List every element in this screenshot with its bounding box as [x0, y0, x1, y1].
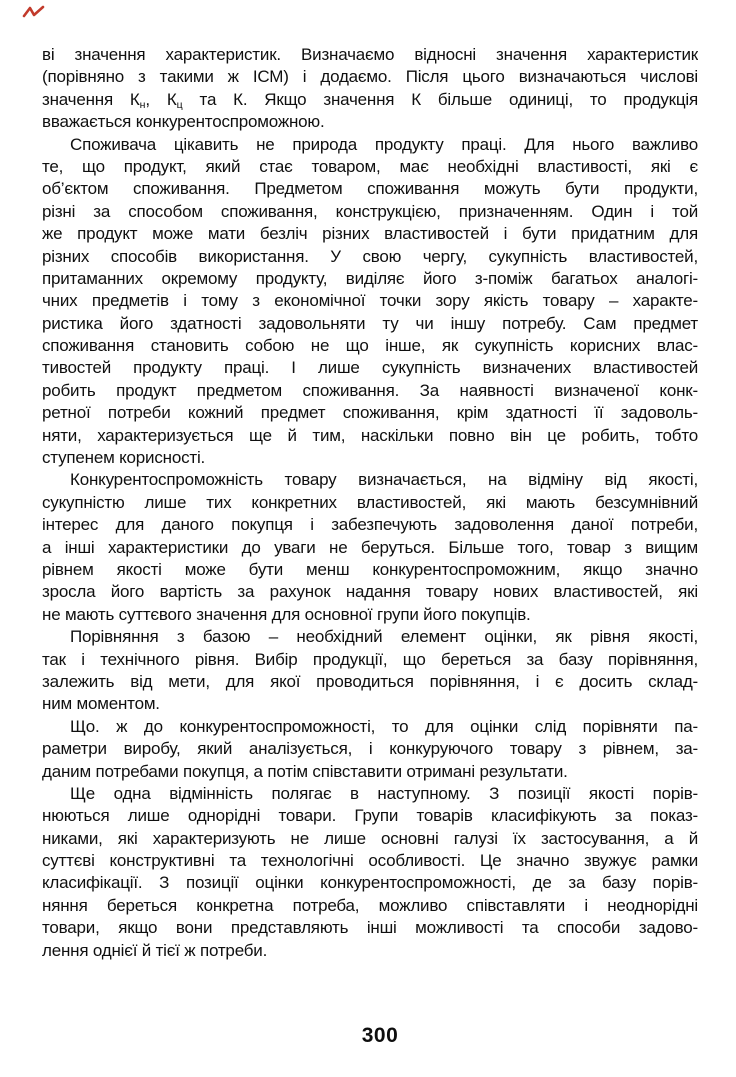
text-line: різних способів використання. У свою чергу, сукупність властивостей, [42, 246, 698, 266]
text-line: Конкурентоспроможність товару визначається, на відміну від якості, [70, 470, 698, 490]
text-line: об’єктом споживання. Предметом споживання можуть бути продукти, [42, 179, 698, 199]
text-line: чних предметів і тому з економічної точки зору якість товару – характе- [42, 291, 698, 311]
text-line: сукупністю лише тих конкретних властивостей, які мають безсумнівний [42, 492, 698, 512]
text-line: никами, які характеризують не лише основні галузі їх застосування, а й [42, 828, 698, 848]
text-line: Що. ж до конкурентоспроможності, то для оцінки слід порівняти па- [70, 716, 698, 736]
text-line: так і технічного рівня. Вибір продукції, що береться за базу порівняння, [42, 649, 698, 669]
text-line: ступенем корисності. [42, 448, 206, 468]
text-line: же продукт може мати безліч різних властивостей і бути придатним для [42, 224, 698, 244]
text-line: ретної потреби кожний предмет споживання, крім здатності її задоволь- [42, 403, 698, 423]
text-line: вважається конкурентоспроможною. [42, 112, 325, 132]
text-line: даним потребами покупця, а потім співставити отримані результати. [42, 761, 568, 781]
red-pen-mark-icon [22, 4, 48, 22]
text-line: лення однієї й тієї ж потреби. [42, 940, 268, 960]
text-line: няти, характеризується ще й тим, наскільки повно він це робить, тобто [42, 425, 698, 445]
paragraph [42, 134, 698, 470]
text-line: споживання становить собою не що інше, як сукупність корисних влас- [42, 336, 698, 356]
text-line: інтерес для даного покупця і забезпечують задоволення даної потреби, [42, 515, 698, 535]
page-text-block [42, 44, 698, 962]
text-line: те, що продукт, який стає товаром, має необхідні властивості, які є [42, 156, 698, 176]
paragraph [42, 716, 698, 783]
text-line: рівнем якості може бути менш конкурентоспроможним, якщо значно [42, 559, 698, 579]
text-line: Споживача цікавить не природа продукту праці. Для нього важливо [70, 134, 698, 154]
text-line: Ще одна відмінність полягає в наступному. З позиції якості порів- [70, 783, 698, 803]
text-line: суттєві конструктивні та технологічні особливості. Це значно звужує рамки [42, 851, 698, 871]
text-line: ві значення характеристик. Визначаємо відносні значення характеристик [42, 45, 698, 64]
text-line: зросла його вартість за рахунок надання товару нових властивостей, які [42, 582, 698, 602]
text-line: тивостей продукту праці. І лише сукупність визначених властивостей [42, 358, 698, 378]
text-line: не мають суттєвого значення для основної групи його покупців. [42, 604, 531, 624]
text-line: (порівняно з такими ж ІСМ) і додаємо. Після цього визначаються числові [42, 67, 698, 87]
text-line: товари, якщо вони представляють інші можливості та способи задово- [42, 918, 698, 938]
text-line: залежить від мети, для якої проводиться порівняння, і є досить склад- [42, 671, 698, 691]
text-line: Порівняння з базою – необхідний елемент оцінки, як рівня якості, [70, 627, 698, 647]
paragraph [42, 44, 698, 134]
text-line: значення $К_н$, $К_ц$ та К. Якщо значення К більше одиниці, то продукція [42, 89, 698, 111]
text-line: притаманних окремому продукту, виділяє його з-поміж багатьох аналогі- [42, 268, 698, 288]
text-line: няння береться конкретна потреба, можливо співставляти і неоднорідні [42, 895, 698, 915]
text-line: ристика його здатності задовольняти ту чи іншу потребу. Сам предмет [42, 313, 698, 333]
paragraph [42, 469, 698, 626]
text-line: нюються лише однорідні товари. Групи товарів класифікують за показ- [42, 806, 698, 826]
paragraph [42, 626, 698, 716]
paragraph [42, 783, 698, 962]
text-line: а інші характеристики до уваги не беруться. Більше того, товар з вищим [42, 537, 698, 557]
text-line: робить продукт предметом споживання. За наявності визначеної конк- [42, 380, 698, 400]
text-line: ним моментом. [42, 694, 160, 714]
page-number: 300 [361, 1024, 399, 1047]
text-line: раметри виробу, який аналізується, і конкуруючого товару з рівнем, за- [42, 739, 698, 759]
text-line: класифікації. З позиції оцінки конкурентоспроможності, де за базу порів- [42, 873, 698, 893]
text-line: різні за способом споживання, конструкцією, призначенням. Один і той [42, 201, 698, 221]
